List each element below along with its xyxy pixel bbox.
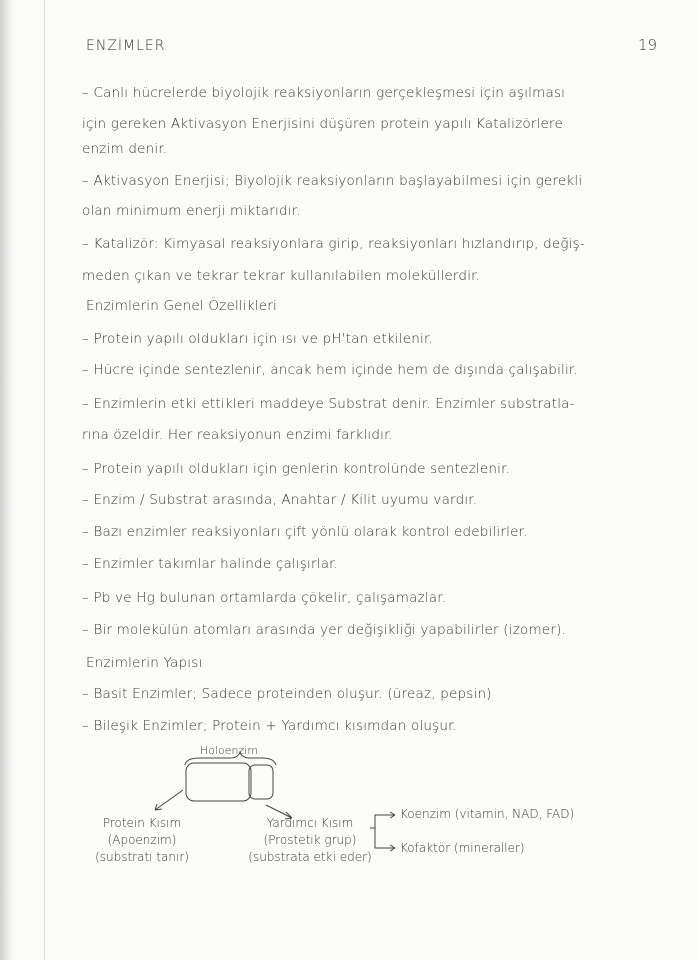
note-line: olan minimum enerji miktarıdır. [82, 203, 301, 219]
apoenzyme-shape [186, 763, 251, 801]
section-heading: Enzimlerin Genel Özellikleri [86, 298, 277, 314]
helper-part-label: Yardımcı Kısım [266, 816, 354, 830]
note-line: – Enzimler takımlar halinde çalışırlar. [82, 556, 339, 572]
note-line: – Katalizör: Kimyasal reaksiyonlara girip, reaksiyonları hızlandırıp, değiş- [82, 236, 585, 252]
note-line: – Bazı enzimler reaksiyonları çift yönlü olarak kontrol edebilirler. [82, 524, 528, 540]
arrow-left [155, 790, 183, 810]
protein-part-label: (Apoenzim) [107, 833, 177, 847]
note-line: – Pb ve Hg bulunan ortamlarda çökelir, çalışamazlar. [82, 590, 447, 606]
cofactor-shape [249, 765, 273, 799]
note-line: – Hücre içinde sentezlenir, ancak hem içinde hem de dışında çalışabilir. [82, 362, 578, 378]
protein-part-label: Protein Kısım [102, 816, 182, 830]
note-line: enzim denir. [82, 141, 168, 157]
note-line: – Enzimlerin etki ettikleri maddeye Substrat denir. Enzimler substratla- [82, 396, 575, 412]
note-line: – Bileşik Enzimler; Protein + Yardımcı kısımdan oluşur. [82, 718, 458, 734]
note-line: – Enzim / Substrat arasında, Anahtar / Kilit uyumu vardır. [82, 492, 478, 508]
note-line: – Bir molekülün atomları arasında yer değişikliği yapabilirler (izomer). [82, 622, 567, 638]
note-line: – Protein yapılı oldukları için ısı ve pH'tan etkilenir. [82, 331, 433, 347]
note-line: meden çıkan ve tekrar tekrar kullanılabilen moleküllerdir. [82, 268, 481, 284]
protein-part-label: (substratı tanır) [95, 850, 189, 864]
note-line: – Protein yapılı oldukları için genlerin kontrolünde sentezlenir. [82, 461, 511, 477]
note-line: rına özeldir. Her reaksiyonun enzimi farklıdır. [82, 427, 394, 443]
helper-part-label: (Prostetik grup) [263, 833, 357, 847]
page-number: 19 [638, 36, 658, 54]
note-line: – Aktivasyon Enerjisi; Biyolojik reaksiyonların başlayabilmesi için gerekli [82, 173, 583, 189]
note-line: – Basit Enzimler; Sadece proteinden oluşur. (üreaz, pepsin) [82, 686, 492, 702]
holoenzyme-label: Holoenzim [200, 744, 259, 757]
note-line: için gereken Aktivasyon Enerjisini düşüren protein yapılı Katalizörlere [82, 116, 563, 132]
helper-part-label: (substrata etki eder) [248, 850, 372, 864]
section-heading: Enzimlerin Yapısı [86, 655, 203, 671]
cofactor-label: Kofaktör (mineraller) [400, 841, 525, 855]
page-title: ENZİMLER [86, 38, 166, 54]
note-line: – Canlı hücrelerde biyolojik reaksiyonların gerçekleşmesi için aşılması [82, 85, 566, 101]
coenzyme-label: Koenzim (vitamin, NAD, FAD) [400, 807, 575, 821]
